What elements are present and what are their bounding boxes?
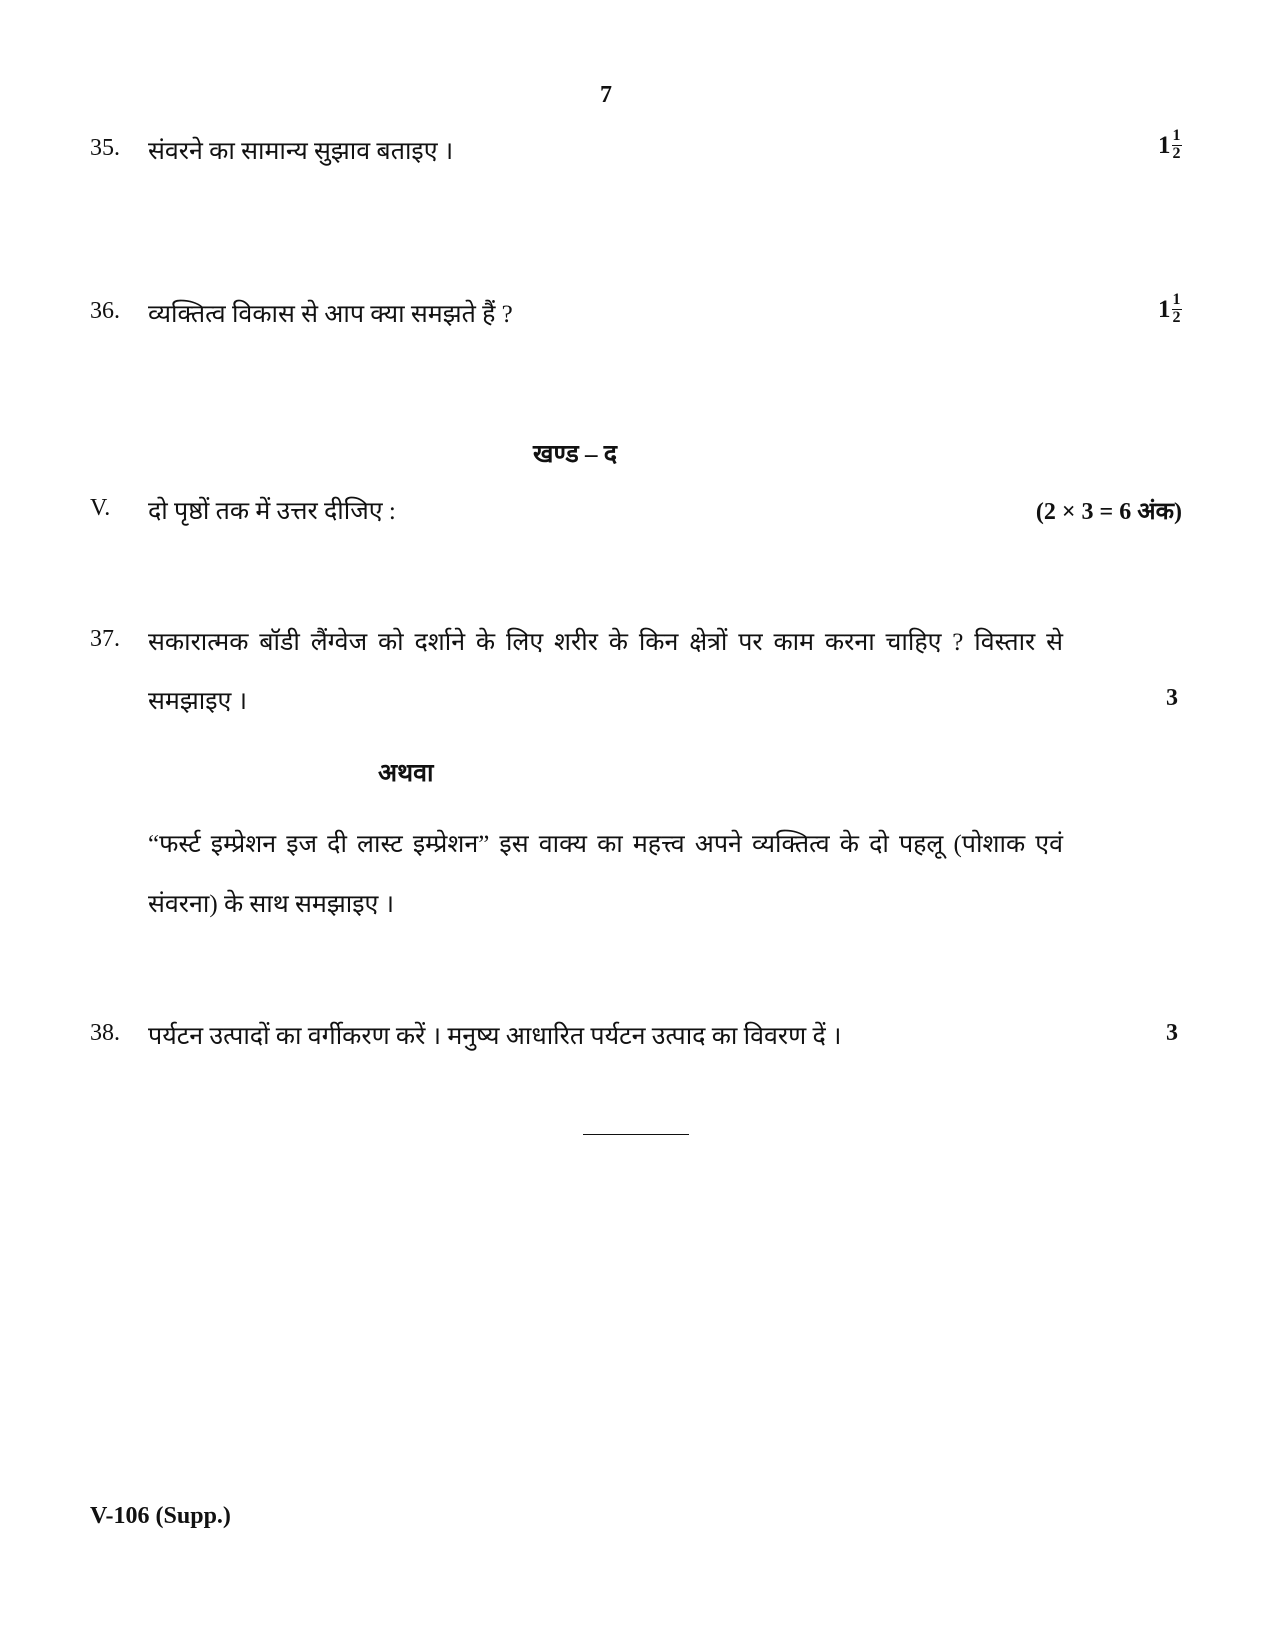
question-36-marks (1158, 292, 1182, 327)
question-38-number: 38. (90, 1020, 120, 1046)
question-35-text: संवरने का सामान्य सुझाव बताइए । (148, 138, 454, 165)
marks-whole: 1 (1158, 131, 1171, 159)
question-35-number: 35. (90, 135, 120, 161)
marks-numerator: 1 (1172, 127, 1181, 144)
marks-denominator: 2 (1172, 308, 1181, 326)
question-37-line-2: समझाइए । (148, 688, 248, 715)
question-36-text: व्यक्तित्व विकास से आप क्या समझते हैं ? (148, 301, 513, 328)
or-label: अथवा (378, 760, 434, 787)
question-38-text: पर्यटन उत्पादों का वर्गीकरण करें । मनुष्य आधारित पर्यटन उत्पाद का विवरण दें । (148, 1023, 842, 1050)
section-title: खण्ड – द (533, 441, 617, 468)
question-37-alt-line-1: “फर्स्ट इम्प्रेशन इज दी लास्ट इम्प्रेशन” इस वाक्य का महत्त्व अपने व्यक्तित्व के दो पहलू (पोशाक एवं (148, 831, 1063, 858)
question-37-number: 37. (90, 626, 120, 652)
question-35-marks (1158, 128, 1182, 163)
question-37-marks: 3 (1166, 685, 1178, 711)
question-37-line-1: सकारात्मक बॉडी लैंग्वेज को दर्शाने के लिए शरीर के किन क्षेत्रों पर काम करना चाहिए ? विस्तार से (148, 629, 1063, 656)
question-36-number: 36. (90, 298, 120, 324)
end-divider (583, 1134, 689, 1135)
marks-numerator: 1 (1172, 291, 1181, 308)
question-38-marks: 3 (1166, 1020, 1178, 1046)
section-instruction: दो पृष्ठों तक में उत्तर दीजिए : (148, 498, 396, 525)
page-number: 7 (600, 82, 612, 108)
section-roman-numeral: V. (90, 495, 111, 521)
question-37-alt-line-2: संवरना) के साथ समझाइए । (148, 891, 395, 918)
marks-whole: 1 (1158, 295, 1171, 323)
paper-code-footer: V-106 (Supp.) (90, 1503, 231, 1529)
marks-denominator: 2 (1172, 144, 1181, 162)
section-marks: (2 × 3 = 6 अंक) (1035, 499, 1182, 525)
